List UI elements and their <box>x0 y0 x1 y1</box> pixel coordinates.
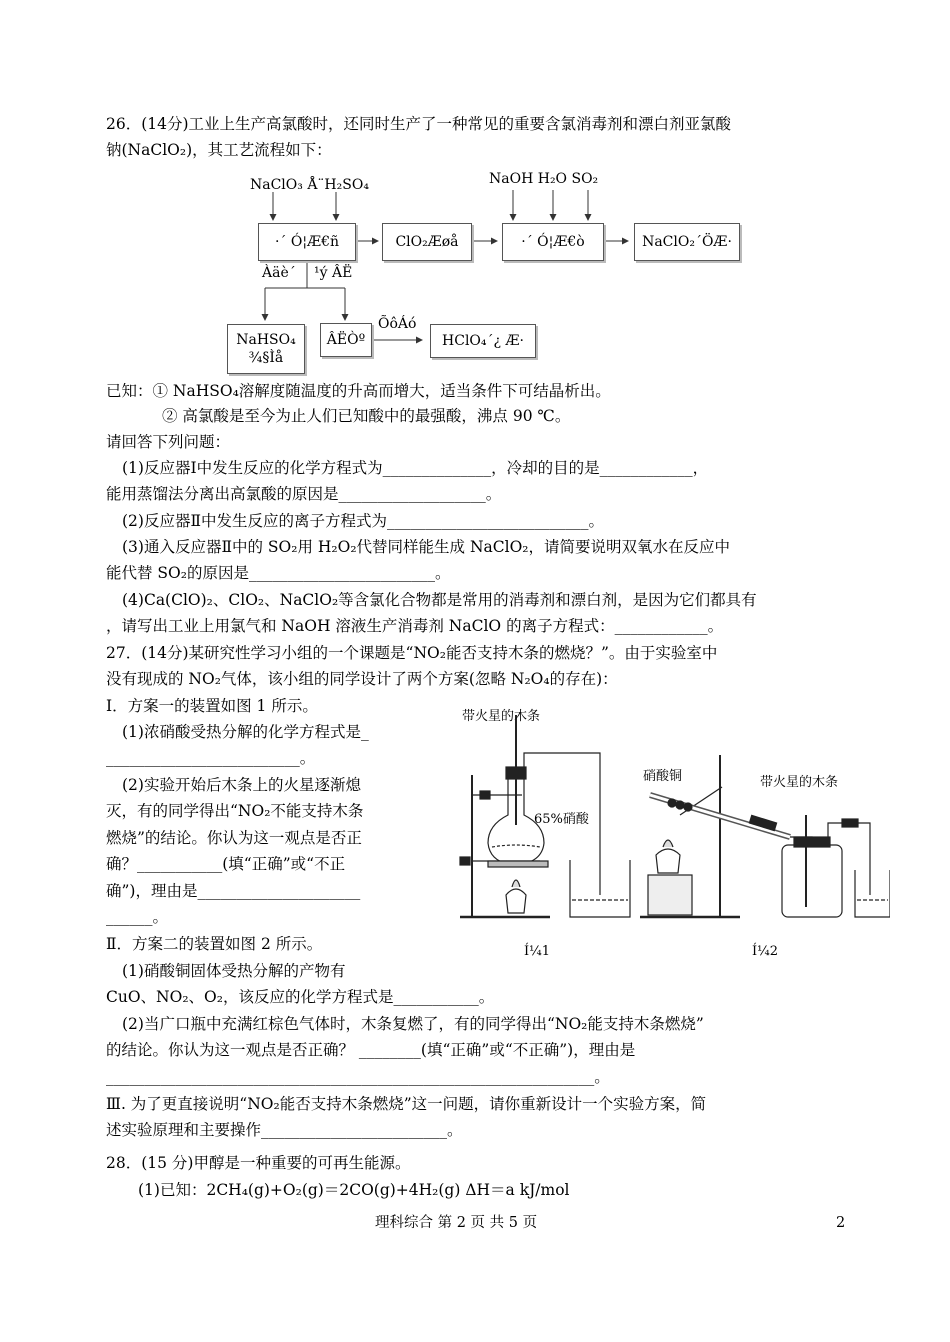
apparatus-figures <box>450 695 890 935</box>
q26-ask: 请回答下列问题： <box>106 433 231 451</box>
q27-s1-part2-a: (2)实验开始后木条上的火星逐渐熄 <box>122 776 361 794</box>
q27-line1: 27．(14分)某研究性学习小组的一个课题是“NO₂能否支持木条的燃烧？”。由于实验室中 <box>106 644 718 662</box>
q26-part4-b: ，请写出工业上用氯气和 NaOH 溶液生产消毒剂 NaClO 的离子方程式：____________。 <box>106 617 724 635</box>
fig2-label-cu-nitrate: 硝酸铜 <box>643 769 683 784</box>
q27-line2: 没有现成的 NO₂气体，该小组的同学设计了两个方案(忽略 N₂O₄的存在)： <box>106 670 618 688</box>
q27-s1-part2-d: 确？___________(填“正确”或“不正 <box>106 855 346 873</box>
q28-line1: 28．(15 分)甲醇是一种重要的可再生能源。 <box>106 1154 411 1172</box>
flow-reactor-1: ·´ Ó¦Æ€ñ <box>258 223 356 261</box>
flow-input-reactor1: NaClO₃ Å¨H₂SO₄ <box>250 177 369 193</box>
flow-nahso4-line2: ¾§Ìå <box>248 350 284 366</box>
q26-known-1: 已知：① NaHSO₄溶解度随温度的升高而增大，适当条件下可结晶析出。 <box>106 382 611 400</box>
flow-label-filter: ¹ý ÂË <box>314 265 353 281</box>
q26-part3-b: 能代替 SO₂的原因是________________________。 <box>106 564 451 582</box>
q27-s2-part1-b: CuO、NO₂、O₂，该反应的化学方程式是___________。 <box>106 988 495 1006</box>
q26-known-2: ② 高氯酸是至今为止人们已知酸中的最强酸，沸点 90 ℃。 <box>162 407 571 425</box>
fig2-caption: Í¼2 <box>752 944 779 959</box>
q27-s2-part2-b: 的结论。你认为这一观点是否正确？ ________(填“正确”或“不正确”)，理由是 <box>106 1041 636 1059</box>
q27-s1-part2-e: 确”)，理由是_____________________ <box>106 882 361 900</box>
q27-s2-part2-a: (2)当广口瓶中充满红棕色气体时，木条复燃了，有的同学得出“NO₂能支持木条燃烧” <box>122 1015 704 1033</box>
flow-hclo4-pure: HClO₄´¿ Æ· <box>430 324 536 358</box>
fig1-caption: Í¼1 <box>524 944 551 959</box>
q27-s2-part1-a: (1)硝酸铜固体受热分解的产物有 <box>122 962 346 980</box>
q26-line1: 26．(14分)工业上生产高氯酸时，还同时生产了一种常见的重要含氯消毒剂和漂白剂亚氯酸 <box>106 115 732 133</box>
q27-scheme2: Ⅱ．方案二的装置如图 2 所示。 <box>106 935 323 953</box>
q27-scheme1: Ⅰ．方案一的装置如图 1 所示。 <box>106 697 318 715</box>
fig1-label-acid: 65%硝酸 <box>534 812 589 827</box>
q28-line2: (1)已知：2CH₄(g)+O₂(g)＝2CO(g)+4H₂(g) ΔH＝a kJ/mol <box>138 1181 570 1199</box>
q27-s1-part2-f: ______。 <box>106 908 169 926</box>
q27-s2-part2-c: _______________________________________________________________。 <box>106 1068 610 1086</box>
q27-s1-part2-c: 燃烧”的结论。你认为这一观点是否正 <box>106 829 362 847</box>
q26-part1-a: (1)反应器Ⅰ中发生反应的化学方程式为______________，冷却的目的是____________， <box>122 459 709 477</box>
q26-part2: (2)反应器Ⅱ中发生反应的离子方程式为__________________________。 <box>122 512 604 530</box>
q26-line2: 钠(NaClO₂)，其工艺流程如下： <box>106 141 332 159</box>
footer-page-number: 2 <box>836 1215 846 1231</box>
flow-nahso4-crystal <box>227 324 305 374</box>
flow-clo2-gas: ClO₂Æøå <box>382 223 472 261</box>
fig2-label-stick: 带火星的木条 <box>760 775 839 790</box>
flow-naclo2-crude: NaClO₂´ÖÆ· <box>634 223 740 261</box>
flow-label-cool: Àäè´ <box>262 265 296 281</box>
q27-s1-part2-b: 灭，有的同学得出“NO₂不能支持木条 <box>106 802 364 820</box>
q26-part4-a: (4)Ca(ClO)₂、ClO₂、NaClO₂等含氯化合物都是常用的消毒剂和漂白剂，是因为它们都具有 <box>122 591 757 609</box>
footer-page-info: 理科综合 第 2 页 共 5 页 <box>375 1215 538 1231</box>
q26-part1-b: 能用蒸馏法分离出高氯酸的原因是___________________。 <box>106 485 502 503</box>
flow-label-distill: ÕôÁó <box>378 316 417 332</box>
flow-reactor-2: ·´ Ó¦Æ€ò <box>502 223 604 261</box>
q26-part3-a: (3)通入反应器Ⅱ中的 SO₂用 H₂O₂代替同样能生成 NaClO₂，请简要说明双氧水在反应中 <box>122 538 731 556</box>
q27-s1-part1-b: _________________________。 <box>106 749 316 767</box>
flow-filtrate: ÂËÒº <box>320 323 372 357</box>
q27-scheme3-b: 述实验原理和主要操作________________________。 <box>106 1121 463 1139</box>
q27-scheme3-a: Ⅲ. 为了更直接说明“NO₂能否支持木条燃烧”这一问题，请你重新设计一个实验方案，简 <box>106 1095 707 1113</box>
fig1-label-stick: 带火星的木条 <box>462 709 541 724</box>
flow-input-reactor2: NaOH H₂O SO₂ <box>489 171 599 187</box>
q27-s1-part1-a: (1)浓硝酸受热分解的化学方程式是_ <box>122 723 369 741</box>
flow-nahso4-line1: NaHSO₄ <box>236 332 296 348</box>
